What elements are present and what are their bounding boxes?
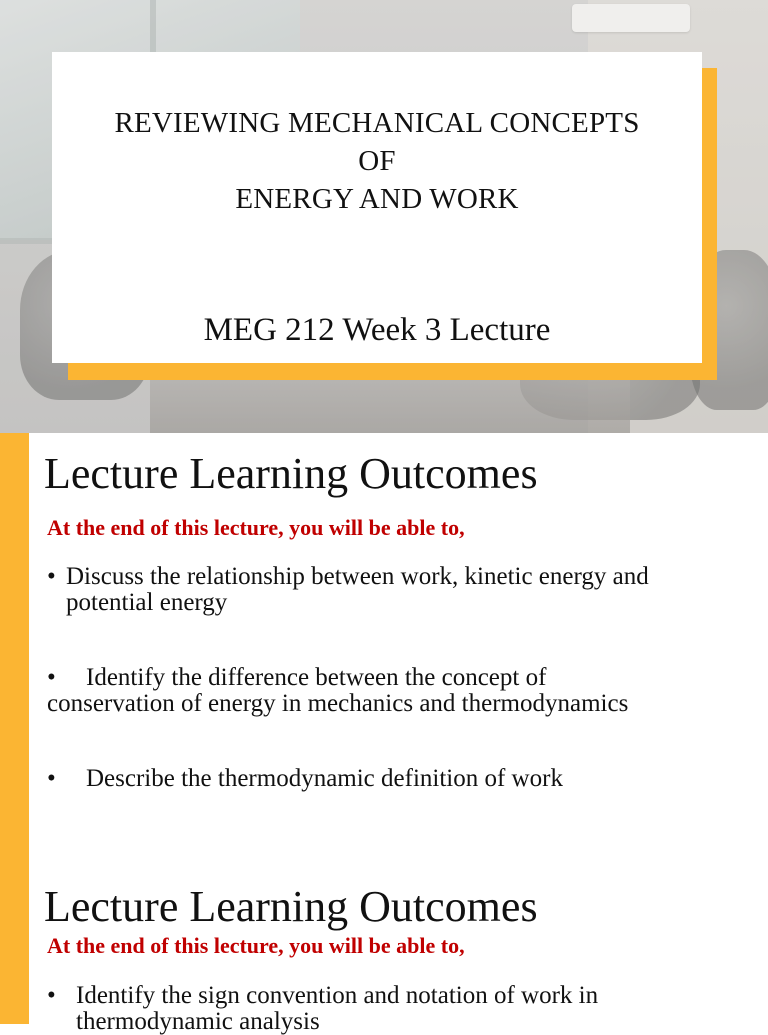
title-slide xyxy=(0,0,768,433)
intro-text: At the end of this lecture, you will be able to, xyxy=(47,933,465,958)
list-item xyxy=(47,665,752,717)
bullet-line: potential energy xyxy=(66,589,228,616)
slide-title xyxy=(52,104,702,218)
bullet-text xyxy=(47,564,752,616)
bullet-line: conservation of energy in mechanics and thermodynamics xyxy=(47,690,629,717)
bullet-text xyxy=(47,983,752,1035)
bullet-line: Discuss the relationship between work, kinetic energy and xyxy=(66,563,649,590)
bullet-marker: • xyxy=(47,765,56,792)
bullet-marker: • xyxy=(47,982,56,1009)
bullet-line: Describe the thermodynamic definition of work xyxy=(86,765,563,792)
side-accent-bar xyxy=(0,433,29,860)
title-card xyxy=(52,52,702,363)
bullet-line: Identify the sign convention and notation of work in xyxy=(76,982,599,1009)
title-line: REVIEWING MECHANICAL CONCEPTS xyxy=(114,107,640,139)
bullet-marker: • xyxy=(47,664,56,691)
title-line: OF xyxy=(358,145,396,177)
bullet-marker: • xyxy=(47,563,56,590)
intro-text: At the end of this lecture, you will be able to, xyxy=(47,515,465,540)
title-line: ENERGY AND WORK xyxy=(235,183,519,215)
list-item xyxy=(47,766,752,792)
slide-heading: Lecture Learning Outcomes xyxy=(44,449,538,498)
slide-heading: Lecture Learning Outcomes xyxy=(44,882,538,931)
slide-subtitle: MEG 212 Week 3 Lecture xyxy=(203,312,551,348)
list-item xyxy=(47,564,752,616)
bullet-line: Identify the difference between the concept of xyxy=(86,664,547,691)
side-accent-bar xyxy=(0,860,29,1024)
bullet-line: thermodynamic analysis xyxy=(76,1008,320,1035)
list-item xyxy=(47,983,752,1035)
